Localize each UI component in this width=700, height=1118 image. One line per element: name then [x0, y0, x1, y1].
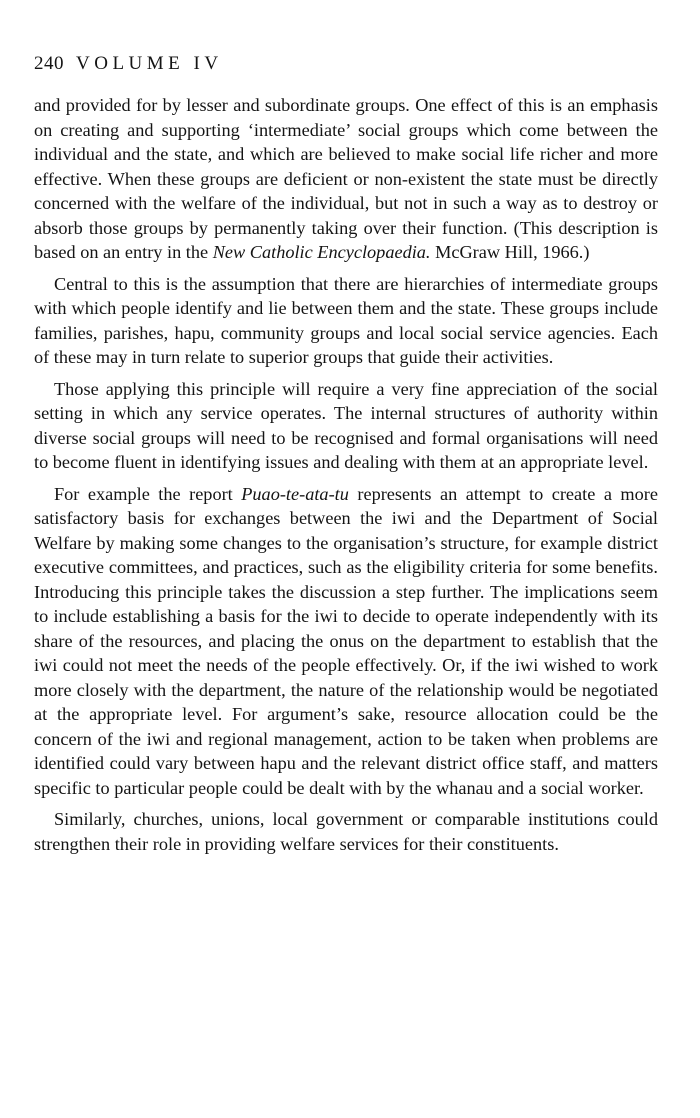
paragraph-1-text-2: McGraw Hill, 1966.) [430, 242, 590, 262]
paragraph-1-text-1: and provided for by lesser and subordinate groups. One effect of this is an emphasis on creating and supporting ‘intermediate’ social groups which come between the individual and the state, and which are believed to make social life richer and more effective. When these groups are deficient or non-existent the state must be directly concerned with the welfare of the individual, but not in such a way as to destroy or absorb those groups by permanently taking over their function. (This description is based on an entry in the [34, 95, 658, 262]
body-text [34, 93, 658, 863]
paragraph-3: Those applying this principle will require a very fine appreciation of the social setting in which any service operates. The internal structures of authority within diverse social groups will need to be recognised and formal organisations will need to become fluent in identifying issues and dealing with them at an appropriate level. [34, 378, 658, 472]
paragraph-4-italic-title: Puao-te-ata-tu [241, 483, 349, 504]
paragraph-1-italic-title: New Catholic Encyclopaedia. [212, 242, 431, 262]
paragraph-4-text-2: represents an attempt to create a more satisfactory basis for exchanges between the iwi and the Department of Social Welfare by making some changes to the organisation’s structure, for example district executive committees, and practices, such as the eligibility criteria for some benefits. Introducing this principle takes the discussion a step further. The implications seem to include establishing a basis for the iwi to decide to operate independently with its share of the resources, and placing the onus on the department to establish that the iwi could not meet the needs of the people effectively. Or, if the iwi wished to work more closely with the department, the nature of the relationship would be negotiated at the appropriate level. For argument’s sake, resource allocation could be the concern of the iwi and regional management, action to be taken when problems are identified could vary between hapu and the relevant district office staff, and matters specific to particular people could be dealt with by the whanau and a social worker. [34, 483, 658, 798]
volume-label: VOLUME IV [76, 53, 223, 74]
paragraph-2: Central to this is the assumption that there are hierarchies of intermediate groups with which people identify and lie between them and the state. These groups include families, parishes, hapu, community groups and local social service agencies. Each of these may in turn relate to superior groups that guide their activities. [34, 273, 658, 367]
page-number: 240 [34, 53, 64, 74]
paragraph-5: Similarly, churches, unions, local government or comparable institutions could strengthen their role in providing welfare services for their constituents. [34, 809, 658, 854]
paragraph-4 [34, 482, 658, 801]
running-header [34, 52, 223, 76]
paragraph-1 [34, 93, 658, 265]
paragraph-4-text-1: For example the report [54, 483, 242, 504]
